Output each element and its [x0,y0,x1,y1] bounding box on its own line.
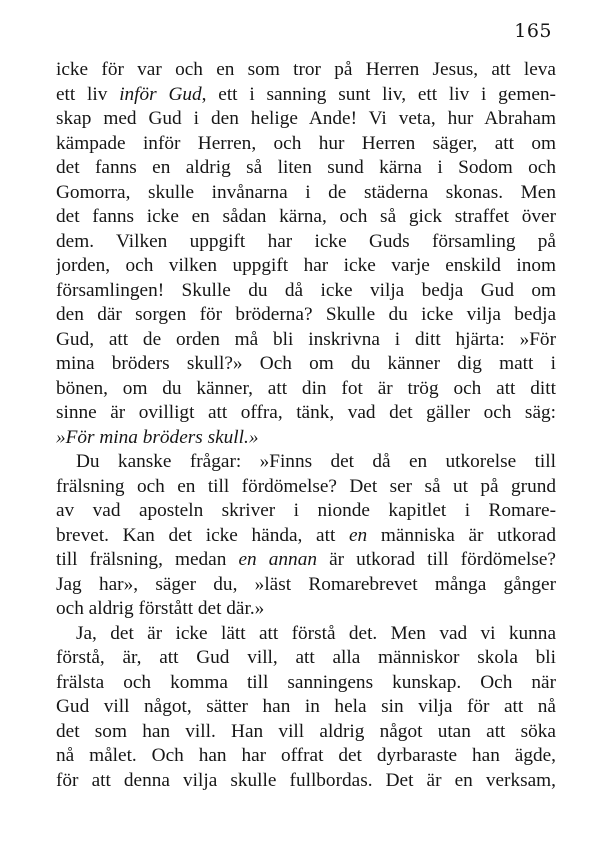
text-line [56,548,556,573]
text-run: mina bröders skull?» Och om du känner dig matt i [56,353,556,374]
text-run: det fanns en aldrig så liten sund kärna i Sodom och [56,157,556,178]
text-run: Gud, att de orden må bli inskrivna i ditt hjärta: »För [56,328,556,350]
text-line [56,573,556,598]
text-line [56,181,556,206]
text-line [56,499,556,524]
text-run: Gud vill något, sätter han in hela sin vilja för att nå [56,696,556,717]
text-run: dem. Vilken uppgift har icke Guds församling på [56,230,556,252]
text-run: och aldrig förstått det där.» [56,598,265,619]
text-line [56,328,556,353]
text-line [56,769,556,794]
text-run: till frälsning, medan [56,549,239,570]
text-run: Jag har», säger du, »läst Romarebrevet många gånger [56,573,556,595]
text-run: människa är utkorad [367,524,556,546]
text-run: jorden, och vilken uppgift har icke varje enskild inom [56,255,556,276]
text-run: sinne är ovilligt att offra, tänk, vad det gäller och säg: [56,402,556,423]
text-line [56,401,556,426]
text-line [56,622,556,647]
text-run: församlingen! Skulle du då icke vilja bedja Gud om [56,279,556,301]
text-line [56,450,556,475]
italic-text: en annan [238,549,317,570]
italic-text: inför Gud [119,83,202,105]
text-run: Gomorra, skulle invånarna i de städerna skonas. Men [56,181,556,203]
text-line [56,156,556,181]
text-run: , ett i sanning sunt liv, ett liv i gemen- [201,83,556,105]
text-run: kämpade inför Herren, och hur Herren säger, att om [56,132,556,154]
text-line [56,671,556,696]
italic-text: »För mina bröders skull.» [56,426,259,448]
text-run: är utkorad till fördömelse? [316,549,556,570]
text-line [56,524,556,549]
text-run: skap med Gud i den helige Ande! Vi veta, hur Abraham [56,108,556,129]
text-line [56,254,556,279]
text-run: Du kanske frågar: »Finns det då en utkorelse till [76,451,556,472]
paragraph [56,622,556,794]
text-line [56,377,556,402]
text-line [56,132,556,157]
text-run: ett liv [56,83,120,105]
text-run: av vad aposteln skriver i nionde kapitlet i Romare- [56,500,556,521]
text-line [56,58,556,83]
text-line [56,646,556,671]
text-line [56,205,556,230]
text-line [56,279,556,304]
body-text [56,58,556,793]
text-line [56,230,556,255]
text-run: den där sorgen för bröderna? Skulle du icke vilja bedja [56,304,556,325]
text-run: frälsning och en till fördömelse? Det ser så ut på grund [56,475,556,497]
paragraph [56,450,556,622]
text-run: nå målet. Och han har offrat det dyrbaraste han ägde, [56,745,556,766]
text-line [56,695,556,720]
text-line [56,720,556,745]
text-line [56,744,556,769]
text-line [56,475,556,500]
text-run: brevet. Kan det icke hända, att [56,524,349,546]
text-line [56,303,556,328]
text-run: icke för var och en som tror på Herren Jesus, att leva [56,59,556,80]
text-line [56,597,556,622]
text-run: det som han vill. Han vill aldrig något utan att söka [56,720,556,742]
text-run: frälsta och komma till sanningens kunskap. Och när [56,671,556,693]
text-run: för att denna vilja skulle fullbordas. Det är en verksam, [56,769,556,791]
text-run: Ja, det är icke lätt att förstå det. Men vad vi kunna [76,622,556,644]
text-line [56,352,556,377]
italic-text: en [349,524,368,546]
text-run: bönen, om du känner, att din fot är trög och att ditt [56,377,556,399]
text-line [56,83,556,108]
page-number: 165 [514,20,552,42]
text-line [56,107,556,132]
text-line [56,426,556,451]
paragraph [56,58,556,450]
text-run: förstå, är, att Gud vill, att alla människor skola bli [56,647,556,668]
text-run: det fanns icke en sådan kärna, och så gick straffet över [56,206,556,227]
